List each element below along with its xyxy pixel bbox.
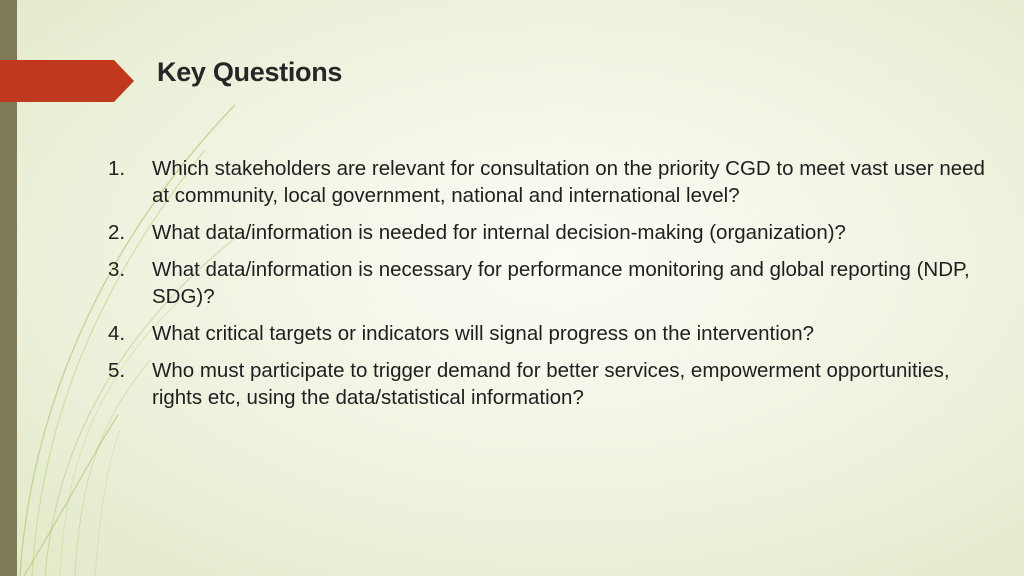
list-item	[108, 320, 988, 347]
list-item-text: What critical targets or indicators will signal progress on the intervention?	[152, 322, 814, 345]
list-item-text: Which stakeholders are relevant for consultation on the priority CGD to meet vast user need at community, local government, national and international level?	[152, 157, 985, 207]
list-item	[108, 155, 988, 209]
list-item-number: 2.	[108, 221, 126, 244]
list-item-number: 1.	[108, 157, 126, 180]
list-item	[108, 357, 988, 411]
list-item-number: 5.	[108, 359, 126, 382]
list-item-number: 4.	[108, 322, 126, 345]
key-questions-list	[108, 155, 988, 421]
title-arrow-marker	[0, 60, 135, 102]
list-item-text: Who must participate to trigger demand for better services, empowerment opportunities, rights etc, using the data/statistical information?	[152, 359, 950, 409]
list-item	[108, 256, 988, 310]
list-item-text: What data/information is needed for internal decision-making (organization)?	[152, 221, 846, 244]
list-item-text: What data/information is necessary for performance monitoring and global reporting (NDP, SDG)?	[152, 258, 970, 308]
list-item	[108, 219, 988, 246]
slide-title: Key Questions	[157, 57, 343, 87]
list-item-number: 3.	[108, 258, 126, 281]
